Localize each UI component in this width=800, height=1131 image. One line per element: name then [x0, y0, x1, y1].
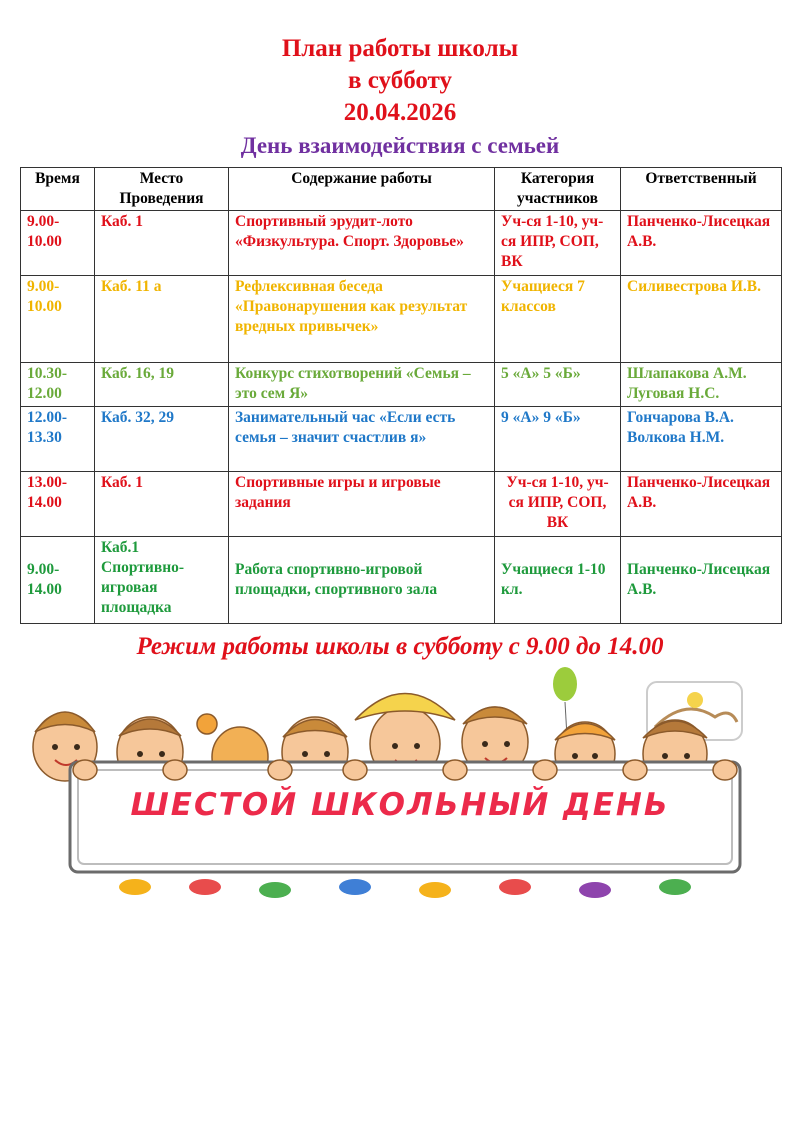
cell-category: Учащиеся 1-10 кл. — [495, 537, 621, 624]
cell-content: Рефлексивная беседа «Правонарушения как результат вредных привычек» — [229, 276, 495, 363]
cell-responsible: Панченко-Лисецкая А.В. — [621, 211, 782, 276]
table-row — [21, 211, 782, 276]
col-header-time: Время — [21, 168, 95, 211]
cell-responsible: Панченко-Лисецкая А.В. — [621, 472, 782, 537]
cell-category: Уч-ся 1-10, уч-ся ИПР, СОП, ВК — [495, 472, 621, 537]
cell-content: Спортивные игры и игровые задания — [229, 472, 495, 537]
page-date: 20.04.2026 — [343, 99, 457, 126]
cell-content: Занимательный час «Если есть семья – значит счастлив я» — [229, 407, 495, 472]
table-row — [21, 407, 782, 472]
table-row — [21, 363, 782, 407]
cell-place: Каб. 1 — [95, 211, 229, 276]
cell-place: Каб. 11 а — [95, 276, 229, 363]
table-header-row — [21, 168, 782, 211]
cell-responsible: Панченко-Лисецкая А.В. — [621, 537, 782, 624]
table-row — [21, 276, 782, 363]
cell-content: Конкурс стихотворений «Семья – это сем Я» — [229, 363, 495, 407]
cell-time: 9.00-14.00 — [21, 537, 95, 624]
cell-category: Уч-ся 1-10, уч-ся ИПР, СОП, ВК — [495, 211, 621, 276]
cell-place: Каб. 32, 29 — [95, 407, 229, 472]
table-row — [21, 537, 782, 624]
col-header-category: Категория участников — [495, 168, 621, 211]
cell-time: 13.00-14.00 — [21, 472, 95, 537]
banner-title: ШЕСТОЙ ШКОЛЬНЫЙ ДЕНЬ — [130, 787, 670, 823]
page-title-line2: в субботу — [348, 67, 452, 94]
cell-responsible: Силивестрова И.В. — [621, 276, 782, 363]
cell-responsible: Шлапакова А.М. Луговая Н.С. — [621, 363, 782, 407]
col-header-content: Содержание работы — [229, 168, 495, 211]
cell-time: 9.00-10.00 — [21, 211, 95, 276]
cell-category: 9 «А» 9 «Б» — [495, 407, 621, 472]
schedule-table — [20, 167, 782, 624]
cell-time: 9.00-10.00 — [21, 276, 95, 363]
cell-place: Каб. 16, 19 — [95, 363, 229, 407]
cell-responsible: Гончарова В.А. Волкова Н.М. — [621, 407, 782, 472]
cell-content: Спортивный эрудит-лото «Физкультура. Спорт. Здоровье» — [229, 211, 495, 276]
cell-category: 5 «А» 5 «Б» — [495, 363, 621, 407]
cell-time: 10.30-12.00 — [21, 363, 95, 407]
page-title: План работы школы — [281, 35, 519, 62]
table-row — [21, 472, 782, 537]
page-subtitle: День взаимодействия с семьей — [240, 133, 560, 158]
cell-content: Работа спортивно-игровой площадки, спортивного зала — [229, 537, 495, 624]
school-hours-note: Режим работы школы в субботу с 9.00 до 14.00 — [136, 633, 664, 660]
cell-time: 12.00-13.30 — [21, 407, 95, 472]
cell-place: Каб.1 Спортивно-игровая площадка — [95, 537, 229, 624]
cell-place: Каб. 1 — [95, 472, 229, 537]
col-header-responsible: Ответственный — [621, 168, 782, 211]
col-header-place: Место Проведения — [95, 168, 229, 211]
cell-category: Учащиеся 7 классов — [495, 276, 621, 363]
